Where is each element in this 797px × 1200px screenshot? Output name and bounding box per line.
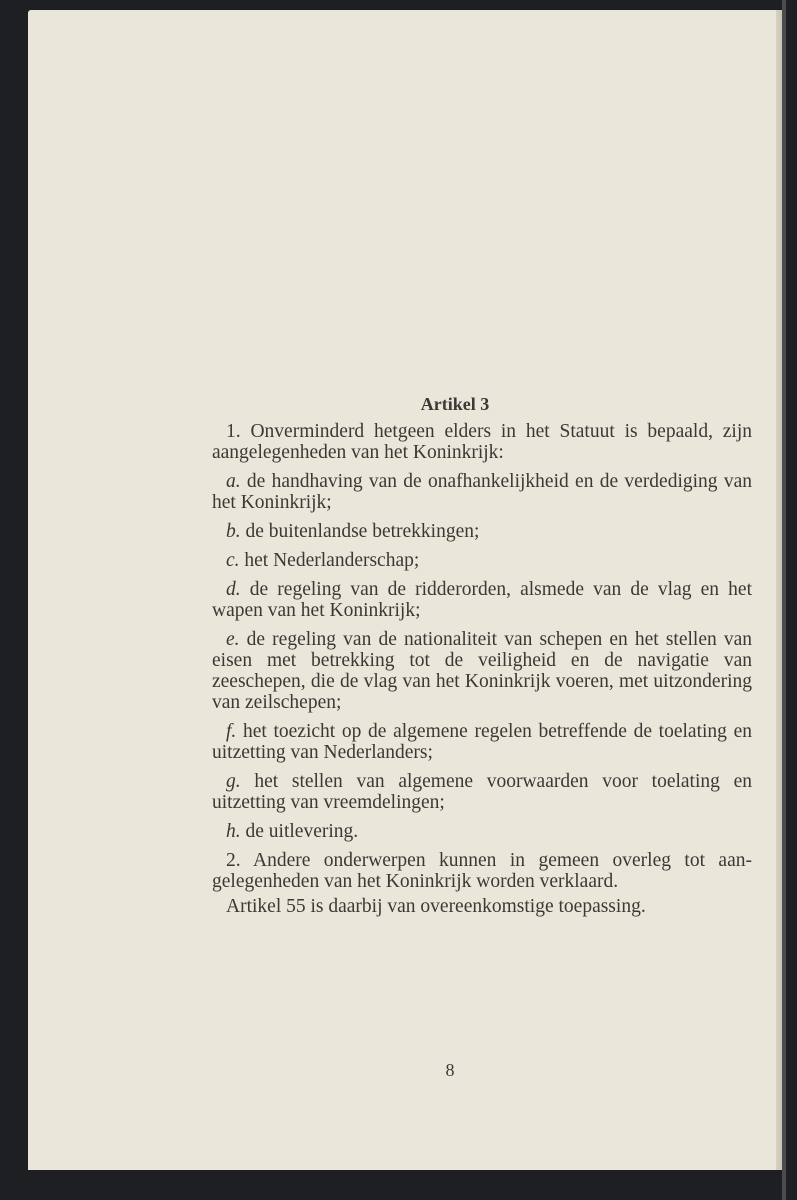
item-text: de handhaving van de onafhankelijkheid en de verdediging van het Koninkrijk; — [212, 471, 752, 513]
item-label: e. — [226, 629, 240, 650]
list-item-f — [212, 721, 752, 763]
item-text: de regeling van de ridderorden, alsmede van de vlag en het wapen van het Koninkrijk; — [212, 579, 752, 621]
list-item-a — [212, 471, 752, 513]
binding-edge — [782, 0, 786, 1200]
item-label: g. — [226, 771, 241, 792]
list-item-g — [212, 771, 752, 813]
closing-text: Artikel 55 is daarbij van overeenkomstige toepassing. — [226, 896, 646, 917]
list-item-b — [212, 521, 752, 542]
item-text: het stellen van algemene voorwaarden voor toelating en uitzetting van vreemdelingen; — [212, 771, 752, 813]
closing-sentence — [212, 896, 752, 917]
item-label: b. — [226, 521, 241, 542]
paragraph-number: 2. — [226, 850, 241, 871]
item-label: h. — [226, 821, 241, 842]
item-text: de regeling van de nationaliteit van schepen en het stellen van eisen met betrekking tot de veiligheid en de navigatie van zeeschepen, die de vlag van het Koninkrijk voeren, met uitzondering van zeilschepen; — [212, 629, 753, 713]
item-text: het toezicht op de algemene regelen betreffende de toelating en uitzetting van Nederlanders; — [212, 721, 752, 763]
list-item-d — [212, 579, 752, 621]
paragraph-text: Onverminderd hetgeen elders in het Statuut is bepaald, zijn aangelegenheden van het Koninkrijk: — [212, 421, 753, 463]
item-text: de uitlevering. — [245, 821, 359, 842]
paragraph-1 — [212, 421, 752, 463]
article-body — [212, 421, 752, 925]
paragraph-text: Andere onderwerpen kunnen in gemeen overleg tot aangelegenheden van het Koninkrijk worden verklaard. — [212, 850, 752, 892]
item-label: c. — [226, 550, 240, 571]
item-label: f. — [226, 721, 237, 742]
item-text: het Nederlanderschap; — [244, 550, 420, 571]
list-item-c — [212, 550, 752, 571]
item-label: a. — [226, 471, 241, 492]
article-heading: Artikel 3 — [420, 394, 490, 414]
list-item-e — [212, 629, 752, 713]
item-text: de buitenlandse betrekkingen; — [245, 521, 480, 542]
paragraph-2 — [212, 850, 752, 892]
item-label: d. — [226, 579, 241, 600]
list-item-h — [212, 821, 752, 842]
paragraph-number: 1. — [226, 421, 241, 442]
page-number: 8 — [445, 1060, 455, 1080]
